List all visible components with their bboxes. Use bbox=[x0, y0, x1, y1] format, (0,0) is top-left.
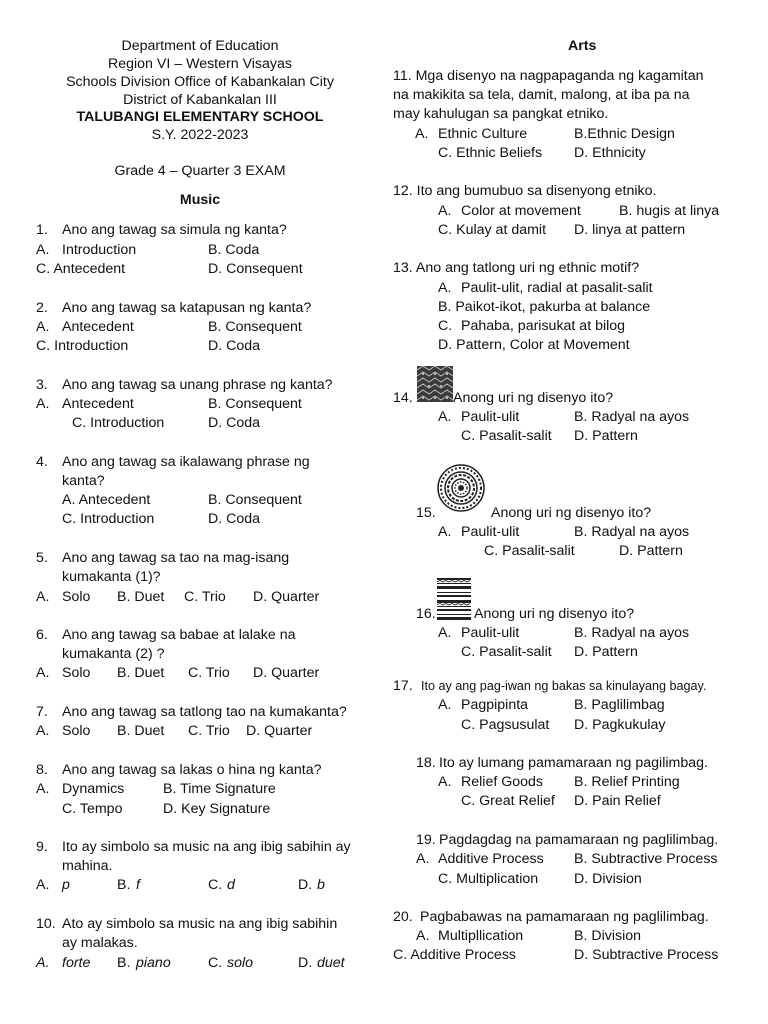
header-department: Department of Education bbox=[121, 38, 279, 54]
option-b: piano bbox=[136, 955, 171, 971]
option-c: C. Trio bbox=[188, 665, 230, 681]
option-d: D. Quarter bbox=[253, 589, 320, 605]
option-a-letter: A. bbox=[438, 203, 452, 219]
option-c: Pahaba, parisukat at bilog bbox=[461, 318, 626, 334]
option-c: C. Additive Process bbox=[393, 947, 517, 963]
option-a-letter: A. bbox=[36, 589, 50, 605]
question-text: Ito ay lumang pamamaraan ng pagilimbag. bbox=[439, 755, 708, 771]
option-a-letter: A. bbox=[438, 524, 452, 540]
option-a-letter: A. bbox=[36, 319, 50, 335]
option-d: D. Pagkukulay bbox=[574, 717, 666, 733]
question-text: Ano ang tawag sa lakas o hina ng kanta? bbox=[62, 762, 322, 778]
option-c: solo bbox=[227, 955, 254, 971]
option-c: C. Kulay at damit bbox=[438, 222, 547, 238]
option-d: D. Subtractive Process bbox=[574, 947, 719, 963]
option-a-letter: A. bbox=[36, 723, 50, 739]
option-d-letter: D. bbox=[298, 955, 313, 971]
option-d: D. Coda bbox=[208, 511, 261, 527]
option-b-letter: B. bbox=[117, 955, 131, 971]
option-b: B. hugis at linya bbox=[619, 203, 720, 219]
option-d: D. Pattern bbox=[574, 428, 638, 444]
question-text-cont: kumakanta (1)? bbox=[62, 569, 161, 585]
radial-pattern-image bbox=[437, 464, 485, 512]
question-text-cont: kanta? bbox=[62, 473, 105, 489]
question-text: Pagbabawas na pamamaraan ng paglilimbag. bbox=[420, 909, 709, 925]
option-c: C. Introduction bbox=[62, 511, 155, 527]
option-a-letter: A. bbox=[438, 774, 452, 790]
option-d: D. linya at pattern bbox=[574, 222, 686, 238]
option-b: B. Radyal na ayos bbox=[574, 409, 690, 425]
option-b: B. Duet bbox=[117, 589, 165, 605]
option-c: C. Antecedent bbox=[36, 261, 126, 277]
question-number: 7. bbox=[36, 704, 48, 720]
option-b: B. Relief Printing bbox=[574, 774, 680, 790]
option-a: Paulit-ulit bbox=[461, 625, 520, 641]
option-c: C. Multiplication bbox=[438, 871, 539, 887]
option-a: Paulit-ulit bbox=[461, 409, 520, 425]
option-d: D. Coda bbox=[208, 338, 261, 354]
option-a: Multipllication bbox=[438, 928, 524, 944]
option-a: Paulit-ulit bbox=[461, 524, 520, 540]
option-a: Antecedent bbox=[62, 396, 134, 412]
option-a-letter: A. bbox=[438, 625, 452, 641]
option-d: D. Ethnicity bbox=[574, 145, 646, 161]
option-a: Ethnic Culture bbox=[438, 126, 528, 142]
option-c: C. Pagsusulat bbox=[461, 717, 550, 733]
option-a: Color at movement bbox=[461, 203, 581, 219]
option-d: D. Quarter bbox=[246, 723, 313, 739]
option-b: B. Radyal na ayos bbox=[574, 625, 690, 641]
option-c: C. Great Relief bbox=[461, 793, 555, 809]
question-text: Anong uri ng disenyo ito? bbox=[491, 505, 652, 521]
question-text: Anong uri ng disenyo ito? bbox=[474, 606, 635, 622]
option-a: Pagpipinta bbox=[461, 697, 529, 713]
question-text: Ano ang tawag sa babae at lalake na bbox=[62, 627, 296, 643]
question-text-cont: mahina. bbox=[62, 858, 113, 874]
option-a-letter: A. bbox=[415, 126, 429, 142]
option-a: Introduction bbox=[62, 242, 137, 258]
question-text-cont: kumakanta (2) ? bbox=[62, 646, 165, 662]
option-a-letter: A. bbox=[36, 955, 50, 971]
option-d: D. Pattern, Color at Movement bbox=[438, 337, 630, 353]
option-c: C. Pasalit-salit bbox=[461, 428, 552, 444]
option-a: Paulit-ulit, radial at pasalit-salit bbox=[461, 280, 653, 296]
option-d: D. Division bbox=[574, 871, 642, 887]
question-number: 2. bbox=[36, 300, 48, 316]
question-text: Ito ay ang pag-iwan ng bakas sa kinulayang bagay. bbox=[421, 679, 707, 693]
question-number: 14. bbox=[393, 390, 413, 406]
option-a-letter: A. bbox=[36, 877, 50, 893]
striped-pattern-image bbox=[437, 578, 471, 620]
option-a: p bbox=[62, 877, 70, 893]
option-d: D. Coda bbox=[208, 415, 261, 431]
option-a: Additive Process bbox=[438, 851, 544, 867]
option-a-letter: A. bbox=[36, 781, 50, 797]
option-a: A. Antecedent bbox=[62, 492, 151, 508]
option-c: C. Introduction bbox=[72, 415, 165, 431]
question-number: 15. bbox=[416, 505, 436, 521]
option-c-letter: C. bbox=[438, 318, 453, 334]
option-b: B. Consequent bbox=[208, 396, 302, 412]
header-school-name: TALUBANGI ELEMENTARY SCHOOL bbox=[76, 109, 324, 125]
question-text: Ano ang tawag sa tao na mag-isang bbox=[62, 550, 290, 566]
option-c-letter: C. bbox=[208, 955, 223, 971]
question-number: 3. bbox=[36, 377, 48, 393]
option-a: Dynamics bbox=[62, 781, 125, 797]
option-d: D. Key Signature bbox=[163, 801, 271, 817]
question-number: 20. bbox=[393, 909, 413, 925]
question-text: Ano ang tawag sa katapusan ng kanta? bbox=[62, 300, 312, 316]
question-number: 1. bbox=[36, 222, 48, 238]
option-d: D. Pattern bbox=[574, 644, 638, 660]
option-b: B. Duet bbox=[117, 723, 165, 739]
question-text-cont: ay malakas. bbox=[62, 935, 138, 951]
option-c: C. Pasalit-salit bbox=[461, 644, 552, 660]
question-number: 16. bbox=[416, 606, 436, 622]
option-b: B. Paglilimbag bbox=[574, 697, 665, 713]
question-number: 19. bbox=[416, 832, 436, 848]
option-d: duet bbox=[317, 955, 345, 971]
option-a: Solo bbox=[62, 723, 91, 739]
option-a: Antecedent bbox=[62, 319, 134, 335]
pattern-image bbox=[417, 366, 453, 402]
option-a-letter: A. bbox=[36, 665, 50, 681]
option-b: B. Subtractive Process bbox=[574, 851, 718, 867]
option-a: Solo bbox=[62, 665, 91, 681]
option-c: C. Pasalit-salit bbox=[484, 543, 575, 559]
option-d-letter: D. bbox=[298, 877, 313, 893]
question-number: 6. bbox=[36, 627, 48, 643]
option-a-letter: A. bbox=[438, 409, 452, 425]
option-b: B. Paikot-ikot, pakurba at balance bbox=[438, 299, 651, 315]
question-text: 13. Ano ang tatlong uri ng ethnic motif? bbox=[393, 260, 640, 276]
arts-section-title: Arts bbox=[568, 38, 597, 54]
question-number: 8. bbox=[36, 762, 48, 778]
option-b: B. Coda bbox=[208, 242, 260, 258]
question-text: 12. Ito ang bumubuo sa disenyong etniko. bbox=[393, 183, 657, 199]
question-text: Ano ang tawag sa tatlong tao na kumakanta? bbox=[62, 704, 347, 720]
option-b: B. Duet bbox=[117, 665, 165, 681]
question-text: Anong uri ng disenyo ito? bbox=[453, 390, 614, 406]
question-text-cont: may kahulugan sa pangkat etniko. bbox=[393, 106, 609, 122]
option-a-letter: A. bbox=[438, 280, 452, 296]
option-d: b bbox=[317, 877, 325, 893]
option-d: D. Pattern bbox=[619, 543, 683, 559]
question-number: 4. bbox=[36, 454, 48, 470]
header-district: District of Kabankalan III bbox=[123, 92, 277, 108]
option-b: B. Consequent bbox=[208, 492, 302, 508]
option-a: Relief Goods bbox=[461, 774, 544, 790]
header-school-year: S.Y. 2022-2023 bbox=[151, 127, 249, 143]
header-division: Schools Division Office of Kabankalan City bbox=[66, 74, 334, 90]
question-number: 18. bbox=[416, 755, 436, 771]
exam-title: Grade 4 – Quarter 3 EXAM bbox=[114, 163, 286, 179]
question-text: 11. Mga disenyo na nagpapaganda ng kagamitan bbox=[393, 68, 704, 84]
option-c: d bbox=[227, 877, 235, 893]
question-number: 10. bbox=[36, 916, 56, 932]
question-text: Pagdagdag na pamamaraan ng paglilimbag. bbox=[439, 832, 719, 848]
question-number: 9. bbox=[36, 839, 48, 855]
question-text: Ano ang tawag sa simula ng kanta? bbox=[62, 222, 287, 238]
question-text: Ato ay simbolo sa music na ang ibig sabihin bbox=[62, 916, 338, 932]
option-a: Solo bbox=[62, 589, 91, 605]
option-b: B. Time Signature bbox=[163, 781, 276, 797]
option-c: C. Ethnic Beliefs bbox=[438, 145, 543, 161]
option-a-letter: A. bbox=[416, 851, 430, 867]
music-section-title: Music bbox=[179, 192, 221, 208]
option-b: f bbox=[136, 877, 140, 893]
question-text: Ano ang tawag sa unang phrase ng kanta? bbox=[62, 377, 333, 393]
question-text: Ano ang tawag sa ikalawang phrase ng bbox=[62, 454, 310, 470]
option-b-letter: B. bbox=[117, 877, 131, 893]
option-a: forte bbox=[62, 955, 91, 971]
option-c-letter: C. bbox=[208, 877, 223, 893]
question-text-cont: na makikita sa tela, damit, malong, at iba pa na bbox=[393, 87, 690, 103]
question-number: 17. bbox=[393, 678, 413, 694]
option-d: D. Pain Relief bbox=[574, 793, 661, 809]
option-b: B. Consequent bbox=[208, 319, 302, 335]
option-a-letter: A. bbox=[438, 697, 452, 713]
option-b: B. Division bbox=[574, 928, 642, 944]
question-text: Ito ay simbolo sa music na ang ibig sabihin ay bbox=[62, 839, 351, 855]
option-a-letter: A. bbox=[36, 396, 50, 412]
option-c: C. Introduction bbox=[36, 338, 129, 354]
option-a-letter: A. bbox=[36, 242, 50, 258]
option-d: D. Quarter bbox=[253, 665, 320, 681]
header-region: Region VI – Western Visayas bbox=[107, 56, 292, 72]
option-a-letter: A. bbox=[416, 928, 430, 944]
option-d: D. Consequent bbox=[208, 261, 303, 277]
option-c: C. Trio bbox=[188, 723, 230, 739]
option-b: B.Ethnic Design bbox=[574, 126, 675, 142]
option-c: C. Tempo bbox=[62, 801, 123, 817]
question-number: 5. bbox=[36, 550, 48, 566]
option-c: C. Trio bbox=[184, 589, 226, 605]
option-b: B. Radyal na ayos bbox=[574, 524, 690, 540]
